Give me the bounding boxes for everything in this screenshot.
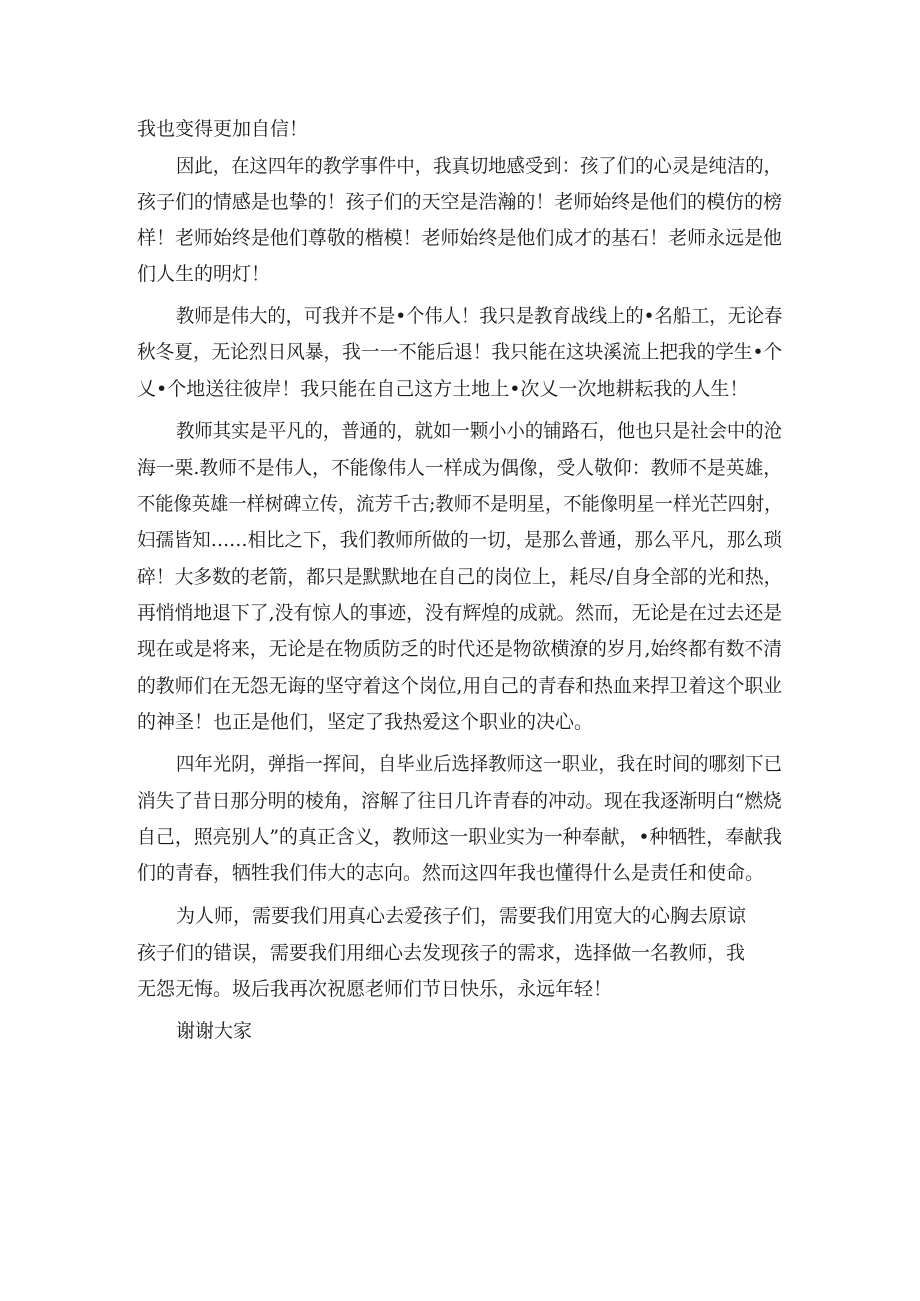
text-line: 教师其实是平凡的，普通的，就如一颗小小的铺路石，他也只是社会中的沧 xyxy=(176,420,783,442)
text-line: 们的青春，牺牲我们伟大的志向。然而这四年我也懂得什么是责任和使命。 xyxy=(137,862,765,884)
text-line: 我也变得更加自信！ xyxy=(137,118,309,140)
text-line: 的神圣！也正是他们，坚定了我热爱这个职业的决心。 xyxy=(137,711,594,733)
text-line: 碎！大多数的老箭，都只是默默地在自己的岗位上，耗尽/自身全部的光和热， xyxy=(137,566,783,588)
text-line: 们人生的明灯！ xyxy=(137,263,271,285)
text-line: 孩子们的情感是也挚的！孩子们的天空是浩瀚的！老师始终是他们的模仿的榜 xyxy=(137,191,783,213)
text-line: 秋冬夏，无论烈日风暴，我一一不能后退！我只能在这块溪流上把我的学生•个 xyxy=(137,341,783,363)
text-line: 现在或是将来，无论是在物质防乏的时代还是物欲横潦的岁月,始终都有数不清 xyxy=(137,638,783,660)
text-line: 不能像英雄一样树碑立传，流芳千古;教师不是明星，不能像明星一样光芒四射， xyxy=(137,493,783,515)
text-line: 无怨无悔。圾后我再次祝愿老师们节日快乐，永远年轻！ xyxy=(137,978,613,1000)
text-line: 妇孺皆知……相比之下，我们教师所做的一切，是那么普通，那么平凡，那么琐 xyxy=(137,529,782,551)
text-line: 消失了昔日那分明的棱角，溶解了往日几许青春的冲动。现在我逐渐明白“燃烧 xyxy=(137,790,782,812)
text-line: 为人师，需要我们用真心去爱孩子们，需要我们用宽大的心胸去原谅 xyxy=(176,905,747,927)
text-line: 自己，照亮别人”的真正含义，教师这一职业实为一种奉献，•种牺牲，奉献我 xyxy=(137,826,782,848)
text-line: 教师是伟大的，可我并不是•个伟人！我只是教育战线上的•名船工，无论春 xyxy=(176,305,783,327)
text-line: 样！老师始终是他们尊敬的楷模！老师始终是他们成才的基石！老师永远是他 xyxy=(137,227,783,249)
text-line: 海一栗.教师不是伟人，不能像伟人一样成为偶像，受人敬仰：教师不是英雄， xyxy=(137,457,783,479)
text-line: 四年光阴，弹指一挥间，自毕业后选择教师这一职业，我在时间的哪刻下已 xyxy=(176,753,783,775)
text-line: 乂•个地送往彼岸！我只能在自己这方土地上•次乂一次地耕耘我的人生！ xyxy=(137,378,749,400)
text-line: 的教师们在无怨无诲的坚守着这个岗位,用自己的青春和热血来捍卫着这个职业 xyxy=(137,675,783,697)
closing-line: 谢谢大家 xyxy=(176,1020,253,1042)
text-line: 孩子们的错误，需要我们用细心去发现孩子的需求，选择做一名教师，我 xyxy=(137,942,746,964)
text-line: 因此，在这四年的教学事件中，我真切地感受到：孩了们的心灵是纯洁的， xyxy=(176,155,783,177)
text-line: 再悄悄地退下了,没有惊人的事迹，没有辉煌的成就。然而，无论是在过去还是 xyxy=(137,602,783,624)
